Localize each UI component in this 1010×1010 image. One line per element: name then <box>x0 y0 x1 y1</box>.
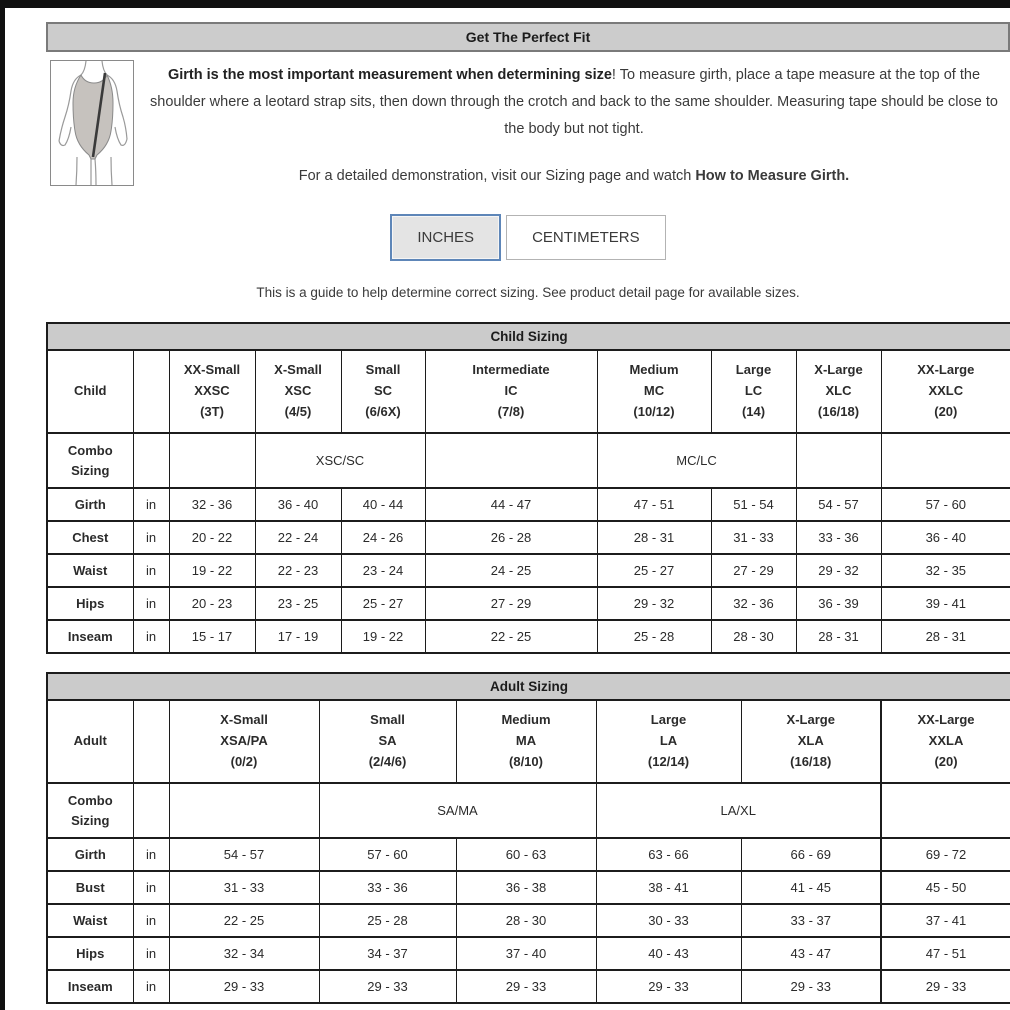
adult-value-cell: 38 - 41 <box>596 871 741 904</box>
child-value-cell: 22 - 25 <box>425 620 597 653</box>
child-value-cell: 36 - 39 <box>796 587 881 620</box>
child-row-label: Inseam <box>47 620 133 653</box>
size-name: X-Small <box>220 712 268 728</box>
child-sizing-table-container <box>46 322 1010 654</box>
adult-measurement-row <box>47 904 1010 937</box>
sizing-guide-page <box>46 22 1010 1004</box>
adult-row-label: Inseam <box>47 970 133 1003</box>
child-size-column-header <box>341 350 425 433</box>
adult-value-cell: 29 - 33 <box>169 970 319 1003</box>
demo-line <box>140 168 1008 184</box>
adult-value-cell: 69 - 72 <box>881 838 1010 871</box>
child-value-cell: 44 - 47 <box>425 488 597 521</box>
child-unit-cell: in <box>133 521 169 554</box>
guide-note: This is a guide to help determine correct sizing. See product detail page for available sizes. <box>256 285 800 300</box>
adult-value-cell: 29 - 33 <box>319 970 456 1003</box>
adult-value-cell: 66 - 69 <box>741 838 881 871</box>
size-name: XX-Large <box>917 712 975 728</box>
child-combo-cell <box>425 433 597 488</box>
child-value-cell: 24 - 25 <box>425 554 597 587</box>
size-code: XLA <box>797 733 824 749</box>
adult-measurement-row <box>47 970 1010 1003</box>
page-title-bar <box>46 22 1010 52</box>
child-value-cell: 15 - 17 <box>169 620 255 653</box>
centimeters-button[interactable]: CENTIMETERS <box>506 215 666 260</box>
child-measurement-row <box>47 521 1010 554</box>
child-value-cell: 25 - 28 <box>597 620 711 653</box>
size-range: (20) <box>934 753 958 769</box>
adult-size-column-header <box>169 700 319 783</box>
child-size-column-header <box>881 350 1010 433</box>
size-code: SA <box>378 733 397 749</box>
child-value-cell: 20 - 22 <box>169 521 255 554</box>
child-measurement-row <box>47 554 1010 587</box>
size-name: XX-Small <box>183 362 241 378</box>
window-left-edge <box>0 0 5 1010</box>
adult-size-header-row <box>47 700 1010 783</box>
size-code: XXSC <box>194 383 230 399</box>
size-code: XSA/PA <box>220 733 268 749</box>
size-range: (2/4/6) <box>368 753 407 769</box>
adult-value-cell: 31 - 33 <box>169 871 319 904</box>
unit-toggle <box>46 214 1010 261</box>
child-value-cell: 32 - 36 <box>169 488 255 521</box>
child-value-cell: 20 - 23 <box>169 587 255 620</box>
size-name: Large <box>650 712 687 728</box>
child-value-cell: 32 - 35 <box>881 554 1010 587</box>
child-value-cell: 28 - 31 <box>796 620 881 653</box>
child-combo-cell: MC/LC <box>597 433 796 488</box>
child-value-cell: 24 - 26 <box>341 521 425 554</box>
adult-row-label: Girth <box>47 838 133 871</box>
adult-value-cell: 22 - 25 <box>169 904 319 937</box>
child-value-cell: 29 - 32 <box>597 587 711 620</box>
child-size-column-header <box>425 350 597 433</box>
girth-intro-text-column <box>134 60 1010 186</box>
adult-value-cell: 41 - 45 <box>741 871 881 904</box>
size-range: (16/18) <box>817 403 860 419</box>
size-range: (8/10) <box>509 753 543 769</box>
girth-measurement-figure-icon <box>50 60 134 186</box>
adult-size-column-header <box>596 700 741 783</box>
size-name: Medium <box>629 362 679 378</box>
child-size-header-row <box>47 350 1010 433</box>
adult-row-label: Bust <box>47 871 133 904</box>
child-value-cell: 29 - 32 <box>796 554 881 587</box>
child-measurement-row <box>47 587 1010 620</box>
adult-size-column-header <box>881 700 1010 783</box>
child-group-label: Child <box>47 350 133 433</box>
child-value-cell: 39 - 41 <box>881 587 1010 620</box>
adult-value-cell: 43 - 47 <box>741 937 881 970</box>
child-unit-cell: in <box>133 554 169 587</box>
adult-unit-cell: in <box>133 970 169 1003</box>
child-value-cell: 27 - 29 <box>711 554 796 587</box>
child-value-cell: 25 - 27 <box>341 587 425 620</box>
child-row-label: Chest <box>47 521 133 554</box>
child-value-cell: 54 - 57 <box>796 488 881 521</box>
girth-instructions-rest: ! To measure girth, place a tape measure at the top of the shoulder where a leotard strap sits, then down through the crotch and back to the same shoulder. Measuring tape should be close to the body but not tight. <box>150 67 998 137</box>
adult-sizing-table-container <box>46 672 1010 1004</box>
adult-value-cell: 57 - 60 <box>319 838 456 871</box>
adult-combo-cell: LA/XL <box>596 783 881 838</box>
demo-line-bold: How to Measure Girth. <box>695 168 850 185</box>
size-code: XSC <box>284 383 312 399</box>
child-unit-cell: in <box>133 488 169 521</box>
adult-value-cell: 63 - 66 <box>596 838 741 871</box>
size-code: XXLC <box>928 383 964 399</box>
child-combo-cell <box>169 433 255 488</box>
adult-value-cell: 54 - 57 <box>169 838 319 871</box>
child-value-cell: 19 - 22 <box>169 554 255 587</box>
window-top-edge <box>0 0 1010 8</box>
adult-combo-cell: SA/MA <box>319 783 596 838</box>
adult-measurement-row <box>47 871 1010 904</box>
child-combo-cell <box>881 433 1010 488</box>
child-value-cell: 28 - 31 <box>597 521 711 554</box>
child-table-title: Child Sizing <box>47 323 1010 350</box>
child-size-column-header <box>169 350 255 433</box>
size-range: (0/2) <box>230 753 258 769</box>
adult-value-cell: 28 - 30 <box>456 904 596 937</box>
adult-size-column-header <box>741 700 881 783</box>
child-value-cell: 57 - 60 <box>881 488 1010 521</box>
child-value-cell: 51 - 54 <box>711 488 796 521</box>
size-range: (20) <box>934 403 958 419</box>
adult-combo-cell <box>169 783 319 838</box>
child-size-column-header <box>711 350 796 433</box>
page-title: Get The Perfect Fit <box>465 29 591 45</box>
size-code: LC <box>744 383 763 399</box>
size-range: (6/6X) <box>365 403 401 419</box>
adult-row-label: Hips <box>47 937 133 970</box>
adult-value-cell: 36 - 38 <box>456 871 596 904</box>
child-combo-row <box>47 433 1010 488</box>
child-value-cell: 28 - 31 <box>881 620 1010 653</box>
adult-value-cell: 32 - 34 <box>169 937 319 970</box>
size-name: X-Large <box>814 362 863 378</box>
adult-value-cell: 60 - 63 <box>456 838 596 871</box>
adult-measurement-row <box>47 937 1010 970</box>
child-value-cell: 33 - 36 <box>796 521 881 554</box>
adult-size-column-header <box>319 700 456 783</box>
child-size-column-header <box>796 350 881 433</box>
inches-button[interactable]: INCHES <box>390 214 501 261</box>
adult-value-cell: 45 - 50 <box>881 871 1010 904</box>
size-range: (4/5) <box>284 403 312 419</box>
girth-instructions <box>140 62 1008 142</box>
girth-instructions-bold: Girth is the most important measurement when determining size <box>167 67 612 83</box>
child-value-cell: 23 - 25 <box>255 587 341 620</box>
child-value-cell: 32 - 36 <box>711 587 796 620</box>
adult-unit-cell: in <box>133 871 169 904</box>
child-unit-cell: in <box>133 587 169 620</box>
child-value-cell: 47 - 51 <box>597 488 711 521</box>
child-measurement-row <box>47 620 1010 653</box>
adult-unit-cell: in <box>133 838 169 871</box>
demo-line-prefix: For a detailed demonstration, visit our Sizing page and watch <box>298 168 696 185</box>
child-value-cell: 26 - 28 <box>425 521 597 554</box>
size-range: (12/14) <box>647 753 690 769</box>
size-name: Small <box>370 712 405 728</box>
child-table-title-row <box>47 323 1010 350</box>
adult-value-cell: 33 - 36 <box>319 871 456 904</box>
child-unit-header-cell <box>133 350 169 433</box>
adult-combo-cell <box>881 783 1010 838</box>
child-size-column-header <box>255 350 341 433</box>
size-code: MC <box>643 383 665 399</box>
child-value-cell: 19 - 22 <box>341 620 425 653</box>
child-value-cell: 17 - 19 <box>255 620 341 653</box>
adult-value-cell: 25 - 28 <box>319 904 456 937</box>
size-code: MA <box>515 733 537 749</box>
size-name: X-Small <box>274 362 322 378</box>
child-size-column-header <box>597 350 711 433</box>
size-name: Small <box>365 362 401 378</box>
adult-unit-cell: in <box>133 937 169 970</box>
adult-combo-label: Combo Sizing <box>47 783 133 838</box>
size-range: (14) <box>741 403 766 419</box>
adult-table-title: Adult Sizing <box>47 673 1010 700</box>
size-range: (7/8) <box>497 403 525 419</box>
size-name: X-Large <box>786 712 835 728</box>
child-row-label: Waist <box>47 554 133 587</box>
child-combo-unit-cell <box>133 433 169 488</box>
child-sizing-table <box>46 322 1010 654</box>
child-value-cell: 25 - 27 <box>597 554 711 587</box>
adult-combo-row <box>47 783 1010 838</box>
child-unit-cell: in <box>133 620 169 653</box>
size-code: XLC <box>825 383 852 399</box>
adult-combo-unit-cell <box>133 783 169 838</box>
adult-table-title-row <box>47 673 1010 700</box>
size-code: SC <box>373 383 393 399</box>
child-value-cell: 22 - 24 <box>255 521 341 554</box>
child-value-cell: 28 - 30 <box>711 620 796 653</box>
adult-value-cell: 29 - 33 <box>596 970 741 1003</box>
child-value-cell: 31 - 33 <box>711 521 796 554</box>
child-value-cell: 40 - 44 <box>341 488 425 521</box>
size-name: Medium <box>501 712 551 728</box>
adult-unit-cell: in <box>133 904 169 937</box>
size-name: Intermediate <box>472 362 550 378</box>
girth-intro-section <box>46 60 1010 186</box>
adult-value-cell: 37 - 41 <box>881 904 1010 937</box>
adult-measurement-row <box>47 838 1010 871</box>
size-code: IC <box>504 383 518 399</box>
adult-value-cell: 29 - 33 <box>881 970 1010 1003</box>
size-range: (16/18) <box>790 753 832 769</box>
adult-sizing-table <box>46 672 1010 1004</box>
size-name: Large <box>735 362 772 378</box>
adult-value-cell: 29 - 33 <box>456 970 596 1003</box>
adult-value-cell: 34 - 37 <box>319 937 456 970</box>
adult-size-column-header <box>456 700 596 783</box>
child-combo-cell <box>796 433 881 488</box>
adult-value-cell: 29 - 33 <box>741 970 881 1003</box>
adult-value-cell: 30 - 33 <box>596 904 741 937</box>
child-measurement-row <box>47 488 1010 521</box>
child-combo-label: Combo Sizing <box>47 433 133 488</box>
size-range: (10/12) <box>633 403 675 419</box>
child-row-label: Hips <box>47 587 133 620</box>
child-value-cell: 27 - 29 <box>425 587 597 620</box>
adult-value-cell: 37 - 40 <box>456 937 596 970</box>
child-row-label: Girth <box>47 488 133 521</box>
child-value-cell: 36 - 40 <box>255 488 341 521</box>
adult-value-cell: 47 - 51 <box>881 937 1010 970</box>
size-name: XX-Large <box>917 362 975 378</box>
child-combo-cell: XSC/SC <box>255 433 425 488</box>
size-range: (3T) <box>200 403 224 419</box>
child-value-cell: 22 - 23 <box>255 554 341 587</box>
adult-unit-header-cell <box>133 700 169 783</box>
adult-group-label: Adult <box>47 700 133 783</box>
adult-row-label: Waist <box>47 904 133 937</box>
child-value-cell: 23 - 24 <box>341 554 425 587</box>
adult-value-cell: 33 - 37 <box>741 904 881 937</box>
adult-value-cell: 40 - 43 <box>596 937 741 970</box>
size-code: XXLA <box>928 733 964 749</box>
size-code: LA <box>659 733 678 749</box>
child-value-cell: 36 - 40 <box>881 521 1010 554</box>
